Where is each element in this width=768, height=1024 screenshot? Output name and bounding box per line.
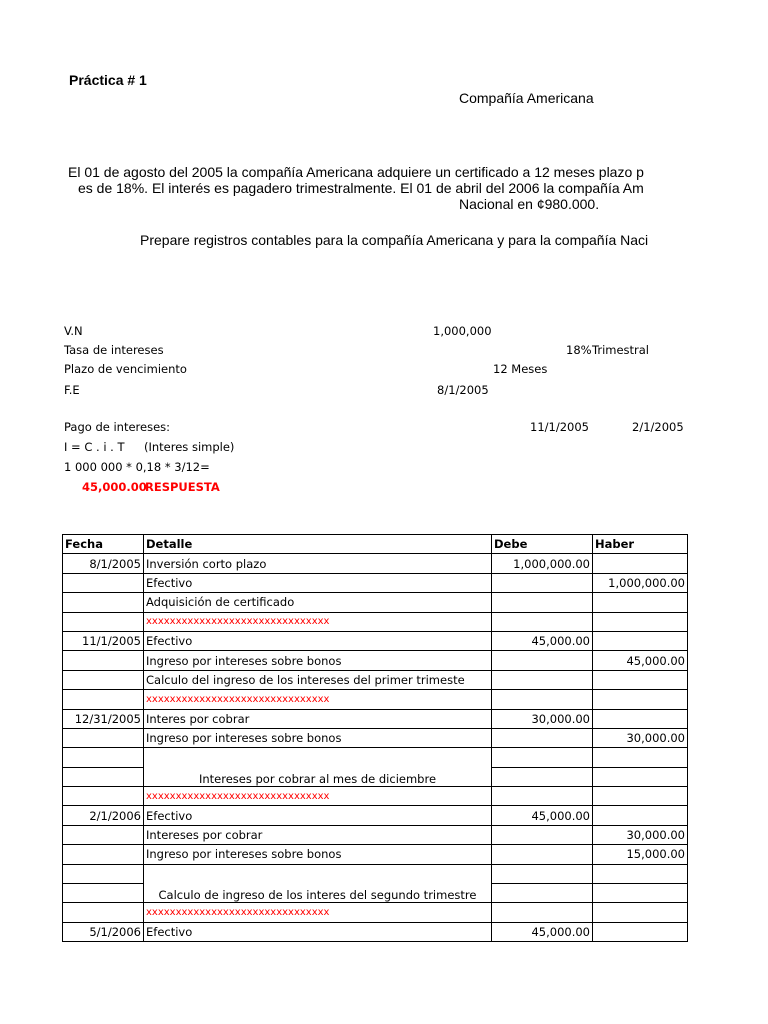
header-haber: Haber bbox=[593, 535, 688, 554]
row-detalle: Inversión corto plazo bbox=[144, 554, 492, 573]
row-fecha bbox=[63, 593, 144, 612]
row-detalle: Efectivo bbox=[144, 573, 492, 592]
row-debe bbox=[492, 728, 593, 747]
row-haber bbox=[593, 787, 688, 806]
row-haber: 30,000.00 bbox=[593, 825, 688, 844]
row-debe: 45,000.00 bbox=[492, 922, 593, 941]
separator-marks: xxxxxxxxxxxxxxxxxxxxxxxxxxxxxxx bbox=[144, 612, 492, 631]
row-haber bbox=[593, 690, 688, 709]
row-haber bbox=[593, 631, 688, 650]
row-fecha bbox=[63, 767, 144, 786]
row-fecha bbox=[63, 670, 144, 689]
header-detalle: Detalle bbox=[144, 535, 492, 554]
row-debe bbox=[492, 690, 593, 709]
row-detalle: Calculo del ingreso de los intereses del primer trimeste bbox=[144, 670, 492, 689]
row-haber bbox=[593, 612, 688, 631]
header-fecha: Fecha bbox=[63, 535, 144, 554]
table-row bbox=[63, 825, 688, 844]
row-haber: 45,000.00 bbox=[593, 651, 688, 670]
fe-value: 8/1/2005 bbox=[437, 383, 489, 397]
journal-table bbox=[62, 534, 688, 942]
row-debe: 45,000.00 bbox=[492, 631, 593, 650]
row-detalle: Ingreso por intereses sobre bonos bbox=[144, 728, 492, 747]
row-haber bbox=[593, 593, 688, 612]
table-row bbox=[63, 612, 688, 631]
row-fecha: 12/31/2005 bbox=[63, 709, 144, 728]
vn-label: V.N bbox=[64, 324, 83, 338]
row-fecha bbox=[63, 864, 144, 883]
payment-date-2: 2/1/2005 bbox=[632, 420, 684, 434]
term-label: Plazo de vencimiento bbox=[64, 362, 187, 376]
row-detalle: Calculo de ingreso de los interes del segundo trimestre bbox=[144, 864, 492, 903]
row-haber: 15,000.00 bbox=[593, 845, 688, 864]
table-row bbox=[63, 573, 688, 592]
row-fecha bbox=[63, 573, 144, 592]
row-fecha bbox=[63, 612, 144, 631]
result-label: RESPUESTA bbox=[145, 480, 220, 494]
term-value: 12 Meses bbox=[493, 362, 548, 376]
table-row bbox=[63, 593, 688, 612]
statement-line-1: El 01 de agosto del 2005 la compañía Americana adquiere un certificado a 12 meses plazo p bbox=[68, 164, 644, 180]
row-detalle: Adquisición de certificado bbox=[144, 593, 492, 612]
result-value: 45,000.00 bbox=[82, 480, 147, 494]
row-debe bbox=[492, 825, 593, 844]
row-debe bbox=[492, 787, 593, 806]
row-debe bbox=[492, 903, 593, 922]
fe-label: F.E bbox=[64, 383, 80, 397]
row-debe bbox=[492, 884, 593, 903]
header-debe: Debe bbox=[492, 535, 593, 554]
row-debe: 30,000.00 bbox=[492, 709, 593, 728]
separator-marks: xxxxxxxxxxxxxxxxxxxxxxxxxxxxxxx bbox=[144, 690, 492, 709]
row-haber bbox=[593, 922, 688, 941]
row-debe bbox=[492, 593, 593, 612]
row-detalle: Ingreso por intereses sobre bonos bbox=[144, 651, 492, 670]
table-row bbox=[63, 922, 688, 941]
row-haber bbox=[593, 748, 688, 767]
row-debe: 45,000.00 bbox=[492, 806, 593, 825]
row-fecha: 2/1/2006 bbox=[63, 806, 144, 825]
row-fecha bbox=[63, 884, 144, 903]
formula-note: (Interes simple) bbox=[144, 440, 235, 454]
separator-marks: xxxxxxxxxxxxxxxxxxxxxxxxxxxxxxx bbox=[144, 787, 492, 806]
vn-value: 1,000,000 bbox=[433, 324, 492, 338]
table-row bbox=[63, 690, 688, 709]
row-fecha: 11/1/2005 bbox=[63, 631, 144, 650]
row-debe bbox=[492, 573, 593, 592]
table-row bbox=[63, 903, 688, 922]
row-debe bbox=[492, 748, 593, 767]
calculation: 1 000 000 * 0,18 * 3/12= bbox=[64, 460, 210, 474]
page-title: Práctica # 1 bbox=[69, 72, 147, 88]
rate-value: 18% bbox=[566, 343, 592, 357]
separator-marks: xxxxxxxxxxxxxxxxxxxxxxxxxxxxxxx bbox=[144, 903, 492, 922]
row-fecha bbox=[63, 728, 144, 747]
table-row bbox=[63, 651, 688, 670]
rate-label: Tasa de intereses bbox=[64, 343, 164, 357]
row-detalle: Efectivo bbox=[144, 631, 492, 650]
row-fecha: 8/1/2005 bbox=[63, 554, 144, 573]
table-row bbox=[63, 845, 688, 864]
company-name: Compañía Americana bbox=[459, 90, 594, 106]
row-detalle: Intereses por cobrar bbox=[144, 825, 492, 844]
statement-line-3: Nacional en ¢980.000. bbox=[459, 196, 600, 212]
row-detalle: Interes por cobrar bbox=[144, 709, 492, 728]
formula: I = C . i . T bbox=[64, 440, 125, 454]
row-detalle: Efectivo bbox=[144, 922, 492, 941]
row-haber bbox=[593, 806, 688, 825]
table-row bbox=[63, 748, 688, 767]
row-fecha bbox=[63, 787, 144, 806]
row-debe: 1,000,000.00 bbox=[492, 554, 593, 573]
row-fecha bbox=[63, 690, 144, 709]
row-fecha bbox=[63, 845, 144, 864]
table-row bbox=[63, 787, 688, 806]
row-detalle: Ingreso por intereses sobre bonos bbox=[144, 845, 492, 864]
row-detalle: Intereses por cobrar al mes de diciembre bbox=[144, 748, 492, 787]
row-fecha bbox=[63, 651, 144, 670]
table-row bbox=[63, 709, 688, 728]
row-debe bbox=[492, 864, 593, 883]
row-haber bbox=[593, 864, 688, 883]
row-fecha bbox=[63, 903, 144, 922]
row-debe bbox=[492, 767, 593, 786]
row-fecha bbox=[63, 825, 144, 844]
table-row bbox=[63, 670, 688, 689]
table-header-row bbox=[63, 535, 688, 554]
row-fecha bbox=[63, 748, 144, 767]
payments-label: Pago de intereses: bbox=[64, 420, 171, 434]
row-haber bbox=[593, 554, 688, 573]
row-haber bbox=[593, 709, 688, 728]
row-haber: 1,000,000.00 bbox=[593, 573, 688, 592]
table-row bbox=[63, 554, 688, 573]
table-row bbox=[63, 806, 688, 825]
row-haber bbox=[593, 767, 688, 786]
row-haber bbox=[593, 884, 688, 903]
rate-period: Trimestral bbox=[592, 343, 650, 357]
row-haber bbox=[593, 903, 688, 922]
row-debe bbox=[492, 651, 593, 670]
row-debe bbox=[492, 845, 593, 864]
row-haber: 30,000.00 bbox=[593, 728, 688, 747]
statement-instruction: Prepare registros contables para la compañía Americana y para la compañía Naci bbox=[140, 232, 649, 248]
statement-line-2: es de 18%. El interés es pagadero trimestralmente. El 01 de abril del 2006 la compañía Am bbox=[78, 180, 644, 196]
row-debe bbox=[492, 670, 593, 689]
row-fecha: 5/1/2006 bbox=[63, 922, 144, 941]
row-debe bbox=[492, 612, 593, 631]
table-row bbox=[63, 864, 688, 883]
table-row bbox=[63, 728, 688, 747]
row-detalle: Efectivo bbox=[144, 806, 492, 825]
row-haber bbox=[593, 670, 688, 689]
payment-date-1: 11/1/2005 bbox=[530, 420, 589, 434]
table-row bbox=[63, 631, 688, 650]
